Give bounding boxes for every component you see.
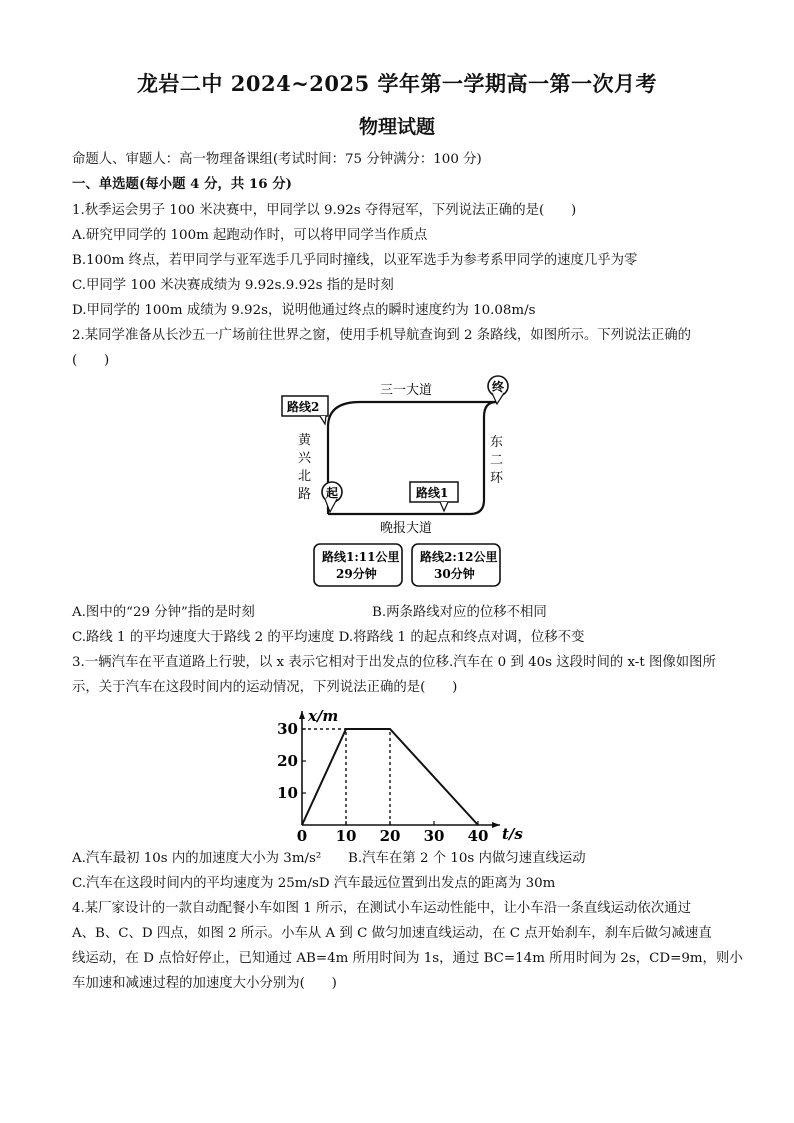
q1-option-b: B.100m 终点，若甲同学与亚军选手几乎同时撞线，以亚军选手为参考系甲同学的速度几乎为零 [72,253,638,268]
x-tick-label: 30 [423,827,445,845]
q4-stem-line3: 线运动，在 D 点恰好停止，已知通过 AB=4m 所用时间为 1s，通过 BC=14m 所用时间为 2s，CD=9m，则小 [72,951,743,966]
exam-title: 龙岩二中 2024~2025 学年第一学期高一第一次月考 [136,71,658,96]
route2-tag-pointer [320,416,326,424]
q3-options-cd: C.汽车在这段时间内的平均速度为 25m/sD 汽车最远位置到出发点的距离为 30m [72,876,556,891]
road-label-top: 三一大道 [380,383,433,398]
route1-tag-pointer [440,502,448,511]
x-tick-label: 20 [379,827,401,845]
road-label-bottom: 晚报大道 [380,521,433,536]
q1-option-a: A.研究甲同学的 100m 起跑动作时，可以将甲同学当作质点 [72,228,428,243]
x-tick-label: 10 [335,827,357,845]
xt-graph [277,700,523,845]
q4-stem-line1: 4.某厂家设计的一款自动配餐小车如图 1 所示，在测试小车运动性能中，让小车沿一条直线运动依次通过 [72,901,691,916]
route2-info-time: 30分钟 [434,567,475,581]
road-label-left-3: 北 [298,469,312,484]
road-label-left-2: 兴 [298,451,312,466]
x-axis-arrow [492,822,500,828]
q1-stem: 1.秋季运会男子 100 米决赛中，甲同学以 9.92s 夺得冠军，下列说法正确的是( ) [72,203,577,218]
q2-stem-line1: 2.某同学准备从长沙五一广场前往世界之窗，使用手机导航查询到 2 条路线，如图所示。下列说法正确的 [72,328,691,343]
q2-stem-line2: ( ) [72,353,110,368]
q2-option-cd: C.路线 1 的平均速度大于路线 2 的平均速度 D.将路线 1 的起点和终点对调，位移不变 [72,630,585,645]
y-tick-label: 30 [277,720,298,738]
q2-option-b: B.两条路线对应的位移不相同 [372,605,547,620]
q2-option-a: A.图中的“29 分钟”指的是时刻 [72,605,255,620]
road-label-left-1: 黄 [298,433,312,448]
road-label-right-1: 东 [490,435,504,450]
x-tick-label: 40 [467,827,489,845]
y-axis-label: x/m [308,707,339,725]
start-pin-tail [325,499,337,512]
end-label: 终 [492,380,505,394]
x-axis-label: t/s [502,825,523,843]
road-label-left-4: 路 [298,487,312,502]
y-axis-arrow [299,711,305,719]
route1-info-distance: 路线1:11公里 [322,550,400,564]
y-tick-label: 10 [277,784,298,802]
exam-subtitle: 物理试题 [358,116,435,138]
section-heading: 一、单选题(每小题 4 分，共 16 分) [72,176,292,192]
q3-stem-line1: 3.一辆汽车在平直道路上行驶，以 x 表示它相对于出发点的位移.汽车在 0 到 40s 这段时间的 x-t 图像如图所 [72,655,716,670]
y-tick-label: 20 [277,752,298,770]
authors-line: 命题人、审题人：高一物理备课组(考试时间：75 分钟满分：100 分) [72,152,482,167]
route-map-figure [270,372,525,592]
road-label-right-2: 二 [490,453,504,468]
route1-info-time: 29分钟 [336,567,377,581]
road-label-right-3: 环 [490,471,504,486]
route2-tag: 路线2 [287,400,320,414]
q3-options-ab: A.汽车最初 10s 内的加速度大小为 3m/s² B.汽车在第 2 个 10s 内做匀速直线运动 [72,851,586,866]
route1-tag: 路线1 [416,486,449,500]
q1-option-d: D.甲同学的 100m 成绩为 9.92s，说明他通过终点的瞬时速度约为 10.08m/s [72,303,536,318]
q4-stem-line4: 车加速和减速过程的加速度大小分别为( ) [72,976,337,991]
q3-stem-line2: 示，关于汽车在这段时间内的运动情况，下列说法正确的是( ) [72,680,458,695]
q4-stem-line2: A、B、C、D 四点，如图 2 所示。小车从 A 到 C 做匀加速直线运动，在 C 点开始刹车，刹车后做匀减速直 [72,926,712,941]
start-label: 起 [326,486,339,500]
route2-info-distance: 路线2:12公里 [420,550,498,564]
x-tick-label: 0 [296,827,308,845]
q1-option-c: C.甲同学 100 米决赛成绩为 9.92s.9.92s 指的是时刻 [72,278,394,293]
